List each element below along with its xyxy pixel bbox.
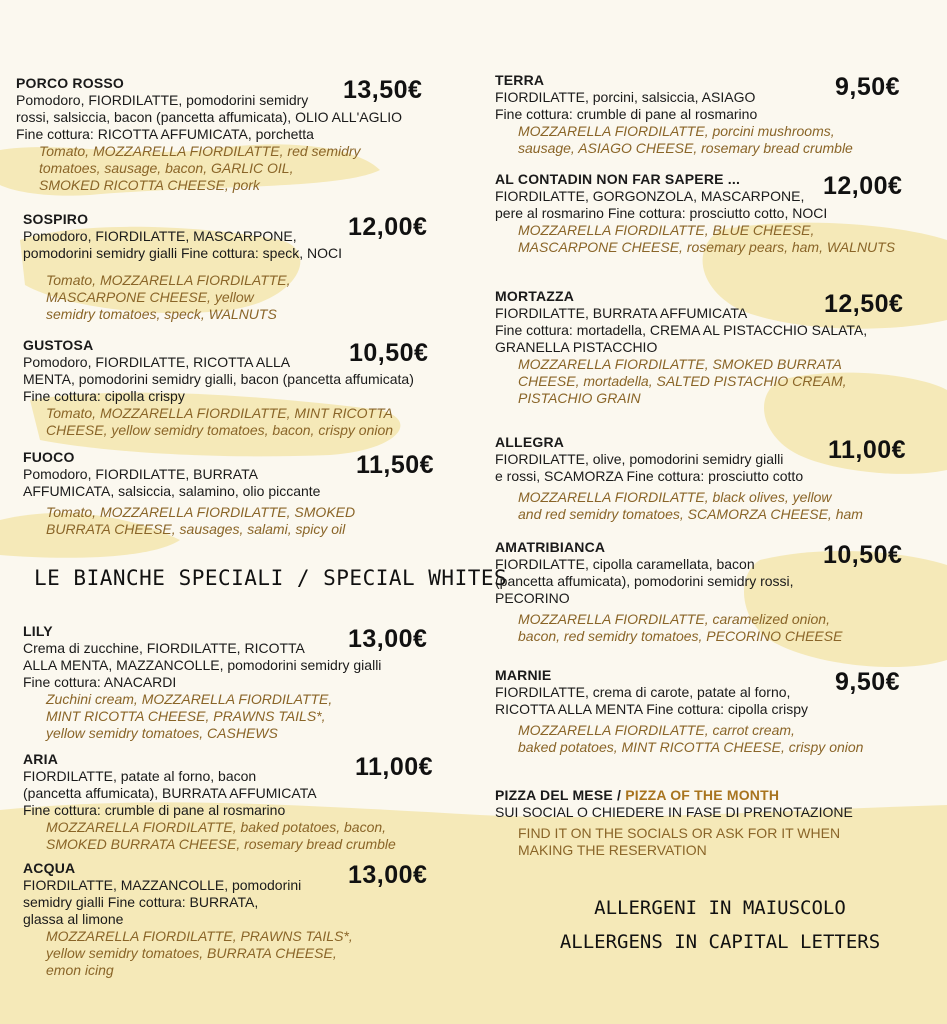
pizza-name: GUSTOSA xyxy=(23,337,94,353)
allergen-note-italian: ALLERGENI IN MAIUSCOLO xyxy=(594,897,846,919)
ingredient-line: Fine cottura: cipolla crispy xyxy=(23,388,185,404)
ingredient-line: Pomodoro, FIORDILATTE, RICOTTA ALLA xyxy=(23,354,291,370)
ingredient-line: MENTA, pomodorini semidry gialli, bacon (pancetta affumicata) xyxy=(23,371,414,387)
english-line: MASCARPONE CHEESE, rosemary pears, ham, WALNUTS xyxy=(518,239,896,255)
ingredient-line: PECORINO xyxy=(495,590,570,606)
ingredient-line: (pancetta affumicata), pomodorini semidry rossi, xyxy=(495,573,794,589)
pizza-name: ARIA xyxy=(23,751,59,767)
ingredient-line: FIORDILATTE, crema di carote, patate al forno, xyxy=(495,684,791,700)
ingredient-line: glassa al limone xyxy=(23,911,124,927)
pizza-name-english: PIZZA OF THE MONTH xyxy=(625,787,780,803)
price: 12,00€ xyxy=(823,172,903,200)
english-line: MOZZARELLA FIORDILATTE, black olives, yellow xyxy=(518,489,832,505)
english-line: MOZZARELLA FIORDILATTE, carrot cream, xyxy=(518,722,795,738)
ingredient-line: pomodorini semidry gialli Fine cottura: speck, NOCI xyxy=(23,245,343,261)
english-line: CHEESE, yellow semidry tomatoes, bacon, crispy onion xyxy=(46,422,394,438)
ingredient-line: FIORDILATTE, patate al forno, bacon xyxy=(23,768,257,784)
english-line: MOZZARELLA FIORDILATTE, baked potatoes, bacon, xyxy=(46,819,387,835)
english-line: MOZZARELLA FIORDILATTE, porcini mushrooms, xyxy=(518,123,835,139)
english-line: MOZZARELLA FIORDILATTE, caramelized onion, xyxy=(518,611,830,627)
ingredient-line: rossi, salsiccia, bacon (pancetta affumicata), OLIO ALL'AGLIO xyxy=(16,109,403,125)
pizza-name: AL CONTADIN NON FAR SAPERE ... xyxy=(495,171,741,187)
english-line: MOZZARELLA FIORDILATTE, PRAWNS TAILS*, xyxy=(46,928,353,944)
pizza-name: AMATRIBIANCA xyxy=(495,539,606,555)
english-line: Tomato, MOZZARELLA FIORDILATTE, SMOKED xyxy=(46,504,356,520)
ingredient-line: FIORDILATTE, MAZZANCOLLE, pomodorini xyxy=(23,877,302,893)
english-line: yellow semidry tomatoes, CASHEWS xyxy=(46,725,278,741)
english-line: emon icing xyxy=(46,962,114,978)
pizza-name: PIZZA DEL MESE / xyxy=(495,787,622,803)
ingredient-line: FIORDILATTE, GORGONZOLA, MASCARPONE, xyxy=(495,188,805,204)
pizza-name: SOSPIRO xyxy=(23,211,89,227)
english-line: MINT RICOTTA CHEESE, PRAWNS TAILS*, xyxy=(46,708,326,724)
price: 12,00€ xyxy=(348,213,428,241)
menu-item-pizza-del-mese xyxy=(495,787,935,859)
price: 11,00€ xyxy=(828,436,907,464)
section-title-special-whites: LE BIANCHE SPECIALI / SPECIAL WHITES xyxy=(34,566,508,590)
ingredient-line: e rossi, SCAMORZA Fine cottura: prosciutto cotto xyxy=(495,468,804,484)
ingredient-line: pere al rosmarino Fine cottura: prosciutto cotto, NOCI xyxy=(495,205,828,221)
ingredient-line: semidry gialli Fine cottura: BURRATA, xyxy=(23,894,259,910)
english-line: Tomato, MOZZARELLA FIORDILATTE, xyxy=(46,272,291,288)
ingredient-line: FIORDILATTE, BURRATA AFFUMICATA xyxy=(495,305,748,321)
ingredient-line: FIORDILATTE, olive, pomodorini semidry gialli xyxy=(495,451,784,467)
pizza-name: MORTAZZA xyxy=(495,288,575,304)
allergen-note xyxy=(520,891,920,959)
ingredient-line: Crema di zucchine, FIORDILATTE, RICOTTA xyxy=(23,640,305,656)
ingredient-line: FIORDILATTE, cipolla caramellata, bacon xyxy=(495,556,755,572)
price: 11,50€ xyxy=(356,451,435,479)
pizza-name: TERRA xyxy=(495,72,545,88)
price: 11,00€ xyxy=(355,753,434,781)
english-line: sausage, ASIAGO CHEESE, rosemary bread crumble xyxy=(518,140,853,156)
english-line: baked potatoes, MINT RICOTTA CHEESE, crispy onion xyxy=(518,739,864,755)
ingredient-line: SUI SOCIAL O CHIEDERE IN FASE DI PRENOTAZIONE xyxy=(495,804,853,820)
ingredient-line: GRANELLA PISTACCHIO xyxy=(495,339,658,355)
english-line: bacon, red semidry tomatoes, PECORINO CHEESE xyxy=(518,628,843,644)
ingredient-line: Pomodoro, FIORDILATTE, BURRATA xyxy=(23,466,258,482)
ingredient-line: FIORDILATTE, porcini, salsiccia, ASIAGO xyxy=(495,89,756,105)
price: 10,50€ xyxy=(349,339,429,367)
ingredient-line: Fine cottura: crumble di pane al rosmarino xyxy=(23,802,286,818)
english-line: tomatoes, sausage, bacon, GARLIC OIL, xyxy=(39,160,294,176)
english-line: Tomato, MOZZARELLA FIORDILATTE, MINT RICOTTA xyxy=(46,405,393,421)
ingredient-line: Fine cottura: RICOTTA AFFUMICATA, porchetta xyxy=(16,126,314,142)
ingredient-line: (pancetta affumicata), BURRATA AFFUMICATA xyxy=(23,785,317,801)
ingredient-line: Fine cottura: mortadella, CREMA AL PISTACCHIO SALATA, xyxy=(495,322,868,338)
english-line: Zuchini cream, MOZZARELLA FIORDILATTE, xyxy=(46,691,333,707)
english-line: semidry tomatoes, speck, WALNUTS xyxy=(46,306,277,322)
english-line: and red semidry tomatoes, SCAMORZA CHEESE, ham xyxy=(518,506,863,522)
ingredient-line: RICOTTA ALLA MENTA Fine cottura: cipolla crispy xyxy=(495,701,809,717)
ingredient-line: AFFUMICATA, salsiccia, salamino, olio piccante xyxy=(23,483,321,499)
english-line: SMOKED BURRATA CHEESE, rosemary bread crumble xyxy=(46,836,396,852)
ingredient-line: Pomodoro, FIORDILATTE, MASCARPONE, xyxy=(23,228,297,244)
pizza-name: MARNIE xyxy=(495,667,552,683)
price: 13,50€ xyxy=(343,76,423,104)
english-line: MASCARPONE CHEESE, yellow xyxy=(46,289,254,305)
pizza-name: ACQUA xyxy=(23,860,76,876)
ingredient-line: Pomodoro, FIORDILATTE, pomodorini semidry xyxy=(16,92,309,108)
english-line: CHEESE, mortadella, SALTED PISTACHIO CREAM, xyxy=(518,373,847,389)
english-line: PISTACHIO GRAIN xyxy=(518,390,641,406)
price: 9,50€ xyxy=(835,73,901,101)
pizza-name: FUOCO xyxy=(23,449,75,465)
pizza-name: PORCO ROSSO xyxy=(16,75,124,91)
price: 12,50€ xyxy=(824,290,904,318)
price: 10,50€ xyxy=(823,541,903,569)
allergen-note-english: ALLERGENS IN CAPITAL LETTERS xyxy=(559,931,881,953)
english-line: MAKING THE RESERVATION xyxy=(518,842,707,858)
ingredient-line: Fine cottura: ANACARDI xyxy=(23,674,177,690)
pizza-name: LILY xyxy=(23,623,53,639)
ingredient-line: Fine cottura: crumble di pane al rosmarino xyxy=(495,106,758,122)
ingredient-line: ALLA MENTA, MAZZANCOLLE, pomodorini semidry gialli xyxy=(23,657,382,673)
english-line: MOZZARELLA FIORDILATTE, BLUE CHEESE, xyxy=(518,222,815,238)
pizza-name: ALLEGRA xyxy=(495,434,565,450)
price: 13,00€ xyxy=(348,861,428,889)
english-line: yellow semidry tomatoes, BURRATA CHEESE, xyxy=(46,945,337,961)
english-line: FIND IT ON THE SOCIALS OR ASK FOR IT WHEN xyxy=(518,825,841,841)
english-line: Tomato, MOZZARELLA FIORDILATTE, red semidry xyxy=(39,143,361,159)
english-line: MOZZARELLA FIORDILATTE, SMOKED BURRATA xyxy=(518,356,842,372)
english-line: SMOKED RICOTTA CHEESE, pork xyxy=(39,177,260,193)
price: 9,50€ xyxy=(835,668,901,696)
english-line: BURRATA CHEESE, sausages, salami, spicy oil xyxy=(46,521,346,537)
price: 13,00€ xyxy=(348,625,428,653)
